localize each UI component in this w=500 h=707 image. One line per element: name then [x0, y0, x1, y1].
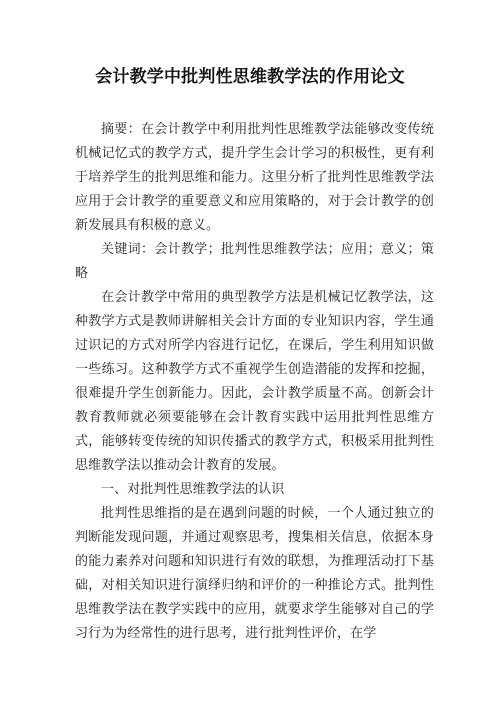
body-paragraph: 批判性思维指的是在遇到问题的时候，一个人通过独立的判断能发现问题，并通过观察思考，搜集相关信息，依据本身的能力素养对问题和知识进行有效的联想，为推理活动打下基础，对相关知识进行演绎归纳和评价的一种推论方式。批判性思维教学法在教学实践中的应用，就要求学生能够对自己的学习行为为经常性的进行思考，进行批判性评价，在学	[75, 506, 434, 641]
abstract-paragraph: 摘要：在会计教学中利用批判性思维教学法能够改变传统机械记忆式的教学方式，提升学生会计学习的积极性，更有利于培养学生的批判思维和能力。这里分析了批判性思维教学法应用于会计教学的重要意义和应用策略的，对于会计教学的创新发展具有积极的意义。	[75, 122, 434, 233]
keywords-paragraph: 关键词：会计教学；批判性思维教学法；应用；意义；策略	[75, 242, 434, 281]
section-heading: 一、对批判性思维教学法的认识	[101, 482, 285, 497]
body-paragraph: 在会计教学中常用的典型教学方法是机械记忆教学法，这种教学方式是教师讲解相关会计方面的专业知识内容，学生通过识记的方式对所学内容进行记忆，在课后，学生利用知识做一些练习。这种教学方式不重视学生创造潜能的发挥和挖掘，很难提升学生创新能力。因此，会计教学质量不高。创新会计教育教师就必须要能够在会计教育实践中运用批判性思维方式，能够转变传统的知识传播式的教学方式，积极采用批判性思维教学法以推动会计教育的发展。	[75, 290, 434, 473]
document-body	[75, 118, 434, 646]
document-title: 会计教学中批判性思维教学法的作用论文	[95, 67, 405, 87]
